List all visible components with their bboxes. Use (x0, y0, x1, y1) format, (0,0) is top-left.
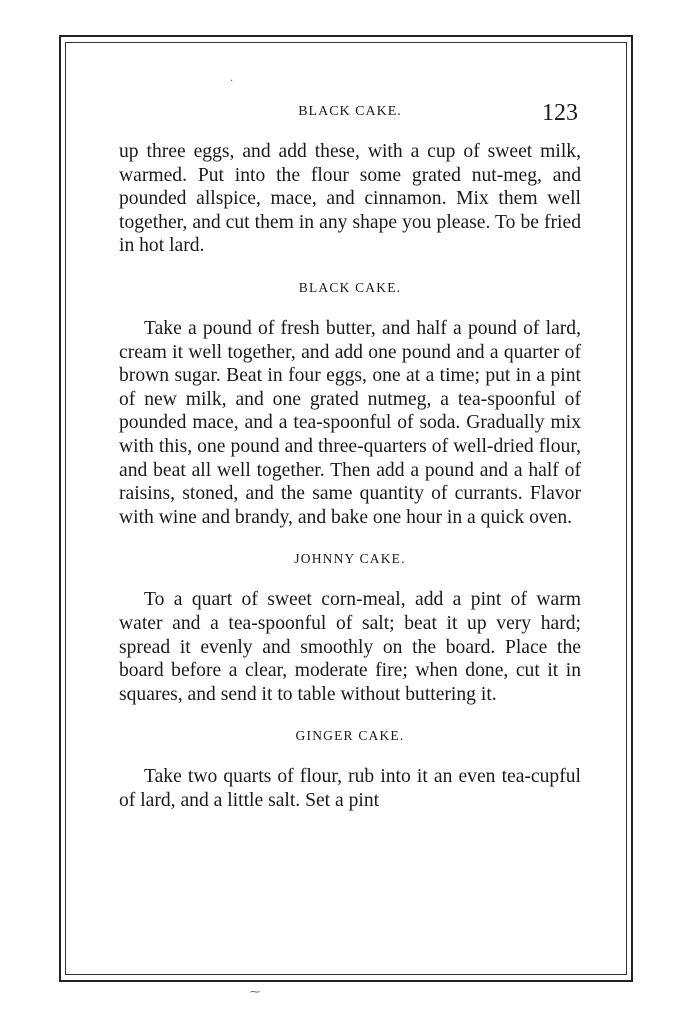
recipe-text-johnny-cake: To a quart of sweet corn-meal, add a pint of warm water and a tea-spoonful of salt; beat it up very hard; spread it evenly and smoothly on the board. Place the board before a clear, moderate fire; when done, cut it in squares, and send it to table without buttering it. (119, 589, 581, 705)
running-head: BLACK CAKE. (298, 104, 402, 119)
page-number: 123 (542, 100, 578, 126)
recipe-text-ginger-cake: Take two quarts of flour, rub into it an even tea-cupful of lard, and a little salt. Set a pint (119, 766, 581, 811)
page-body (119, 140, 581, 812)
page-header (120, 100, 580, 128)
continuation-paragraph: up three eggs, and add these, with a cup of sweet milk, warmed. Put into the flour some grated nut-meg, and pounded allspice, mace, and cinnamon. Mix them well together, and cut them in any shape you please. To be fried in hot lard. (119, 141, 581, 257)
recipe-heading-black-cake: BLACK CAKE. (298, 279, 402, 295)
recipe-heading-ginger-cake: GINGER CAKE. (295, 728, 405, 744)
ink-mark-bottom: ⁓ (250, 987, 260, 998)
recipe-heading-johnny-cake: JOHNNY CAKE. (294, 551, 406, 567)
recipe-text-black-cake: Take a pound of fresh butter, and half a pound of lard, cream it well together, and add one pound and a quarter of brown sugar. Beat in four eggs, one at a time; put in a pint of new milk, and one grated nutmeg, a tea-spoonful of pounded mace, and a tea-spoonful of soda. Gradually mix with this, one pound and three-quarters of well-dried flour, and beat all well together. Then add a pound and a half of raisins, stoned, and the same quantity of currants. Flavor with wine and brandy, and bake one hour in a quick oven. (119, 317, 581, 528)
ink-speck: · (230, 76, 234, 87)
